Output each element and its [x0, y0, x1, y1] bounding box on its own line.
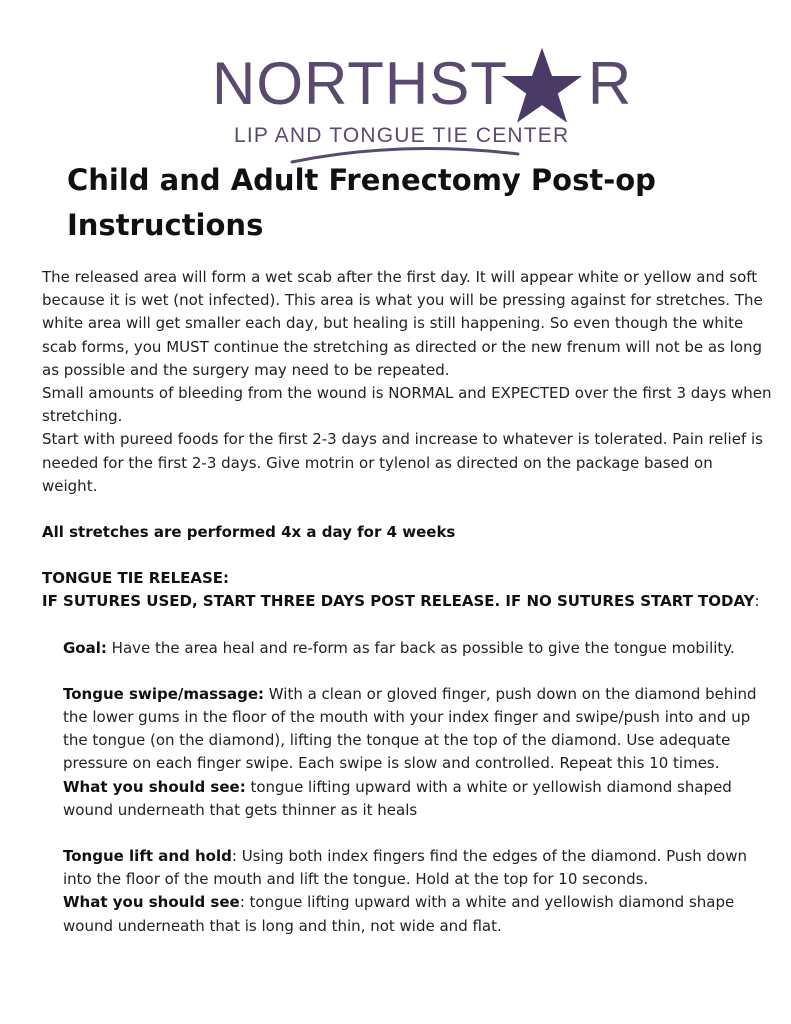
sutures-instruction: IF SUTURES USED, START THREE DAYS POST RELEASE. IF NO SUTURES START TODAY: [42, 592, 755, 611]
goal-section: [42, 637, 772, 938]
page-title: Child and Adult Frenectomy Post-op Instructions: [67, 163, 656, 242]
lift-text: : Using both index fingers find the edges of the diamond. Push down into the floor of the mouth and lift the tongue. Hold at the top for 10 seconds.: [63, 847, 747, 889]
goal-text: Have the area heal and re-form as far back as possible to give the tongue mobility.: [106, 638, 735, 657]
swipe-see-text: tongue lifting upward with a white or yellowish diamond shaped wound underneath that gets thinner as it heals: [63, 777, 732, 819]
goal-label: Goal:: [63, 638, 107, 657]
sutures-instruction-colon: :: [754, 592, 760, 611]
lift-see-text: : tongue lifting upward with a white and yellowish diamond shape wound underneath that is long and thin, not wide and flat.: [63, 893, 735, 935]
lift-paragraph: [63, 845, 772, 891]
stretch-frequency-note: All stretches are performed 4x a day for 4 weeks: [42, 523, 456, 542]
instructions-body: [42, 266, 772, 938]
goal-paragraph: [63, 637, 772, 660]
swipe-paragraph: [63, 683, 772, 776]
swipe-text: With a clean or gloved finger, push down on the diamond behind the lower gums in the floor of the mouth with your index finger and swipe/push into and up the tongue (on the diamond), lifting the tonque at the top of the diamond. Use adequate pressure on each finger swipe. Each swipe is slow and controlled. Repeat this 10 times.: [63, 684, 757, 773]
swipe-label: Tongue swipe/massage:: [63, 684, 264, 703]
lift-see-label: What you should see: [63, 893, 240, 912]
swipe-expectation: [63, 776, 772, 822]
intro-paragraph-scab: The released area will form a wet scab after the first day. It will appear white or yellow and soft because it is wet (not infected). This area is what you will be pressing against for stretches. The white area will get smaller each day, but healing is still happening. So even though the white scab forms, you MUST continue the stretching as directed or the new frenum will not be as long as possible and the surgery may need to be repeated.: [42, 268, 763, 379]
star-icon: [500, 46, 584, 126]
logo-word-right: R: [587, 50, 633, 117]
lift-expectation: [63, 891, 772, 937]
northstar-logo: [200, 40, 633, 170]
tongue-tie-subheading: [42, 590, 772, 613]
tongue-tie-heading: TONGUE TIE RELEASE:: [42, 569, 230, 588]
swipe-see-label: What you should see:: [63, 777, 246, 796]
intro-paragraph-food: Start with pureed foods for the first 2-3 days and increase to whatever is tolerated. Pain relief is needed for the first 2-3 days. Give motrin or tylenol as directed on the package based on weight.: [42, 430, 763, 495]
lift-label: Tongue lift and hold: [63, 847, 232, 866]
logo-word-left: NORTHST: [212, 50, 508, 117]
intro-paragraph-bleeding: Small amounts of bleeding from the wound is NORMAL and EXPECTED over the first 3 days when stretching.: [42, 384, 772, 426]
logo-subtitle: LIP AND TONGUE TIE CENTER: [234, 124, 570, 147]
